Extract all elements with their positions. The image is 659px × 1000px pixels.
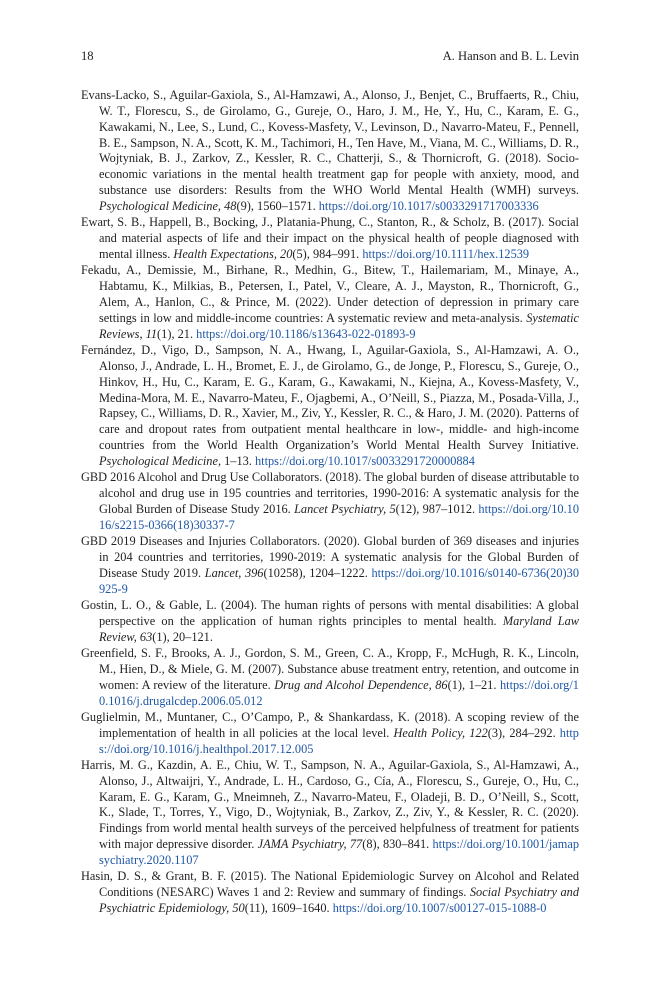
doi-link[interactable]: https://doi.org/10.1016/s2215-0366(18)30337-7 [99, 501, 579, 532]
reference-list [81, 88, 579, 917]
doi-link[interactable]: https://doi.org/10.1016/j.drugalcdep.2006.05.012 [99, 677, 579, 708]
reference-journal: Systematic Reviews, 11 [99, 310, 579, 341]
reference-details: (1), 20–121. [152, 629, 213, 644]
doi-link[interactable]: https://doi.org/10.1016/j.healthpol.2017.12.005 [99, 725, 579, 756]
reference-details: (10258), 1204–1222. [263, 565, 372, 580]
doi-link[interactable]: https://doi.org/10.1017/s0033291717003336 [318, 198, 539, 213]
reference-entry [81, 646, 579, 709]
reference-entry [81, 758, 579, 869]
reference-details: , 1–13. [217, 453, 255, 468]
reference-journal: Psychological Medicine, 48 [99, 198, 237, 213]
reference-entry [81, 470, 579, 533]
reference-details: (8), 830–841. [362, 837, 433, 852]
page-header [81, 49, 579, 67]
reference-entry [81, 215, 579, 263]
reference-text: Ewart, S. B., Happell, B., Bocking, J., Platania-Phung, C., Stanton, R., & Scholz, B. (2017). Social and material aspects of life and their impact on the physical health of people diagnosed with mental illness. [81, 215, 579, 261]
reference-journal: Drug and Alcohol Dependence, 86 [274, 677, 448, 692]
doi-link[interactable]: https://doi.org/10.1017/s0033291720000884 [254, 453, 475, 468]
doi-link[interactable]: https://doi.org/10.1007/s00127-015-1088-0 [332, 901, 547, 916]
reference-text: Fernández, D., Vigo, D., Sampson, N. A., Hwang, I., Aguilar-Gaxiola, S., Al-Hamzawi, A. O., Alonso, J., Andrade, L. H., Bromet, E. J., de Girolamo, G., de Jonge, P., Florescu, S., Gureje, O., Hinkov, H., Hu, C., Karam, E. G., Karam, G., Kawakami, N., Kiejna, A., Kovess-Masfety, V., Medina-Mora, M. E., Navarro-Mateu, F., Ojagbemi, A., O’Neill, S., Piazza, M., Posada-Villa, J., Rapsey, C., Williams, D. R., Xavier, M., Ziv, Y., Kessler, R. C., & Haro, J. M. (2020). Patterns of care and dropout rates from outpatient mental healthcare in low-, middle- and high-income countries from the World Health Organization’s World Mental Health Survey Initiative. [81, 343, 579, 453]
reference-details: (1), 21. [157, 326, 197, 341]
reference-text: Harris, M. G., Kazdin, A. E., Chiu, W. T., Sampson, N. A., Aguilar-Gaxiola, S., Al-Hamzawi, A., Alonso, J., Altwaijri, Y., Andrade, L. H., Cardoso, G., Cía, A., Florescu, S., Gureje, O., Hu, C., Karam, E. G., Karam, G., Mneimneh, Z., Navarro-Mateu, F., Oladeji, B. D., O’Neill, S., Scott, K., Slade, T., Torres, Y., Vigo, D., Wojtyniak, B., Zarkov, Z., Ziv, Y., & Kessler, R. C. (2020). Findings from world mental health surveys of the perceived helpfulness of treatment for patients with major depressive disorder. [81, 757, 579, 852]
reference-details: (1), 1–21. [447, 677, 500, 692]
doi-link[interactable]: https://doi.org/10.1001/jamapsychiatry.2020.1107 [99, 837, 579, 867]
reference-details: (9), 1560–1571. [236, 198, 319, 213]
reference-details: (12), 987–1012. [395, 501, 479, 516]
doi-link[interactable]: https://doi.org/10.1016/s0140-6736(20)30925-9 [99, 565, 579, 596]
reference-journal: Lancet, 396 [204, 565, 264, 580]
reference-entry [81, 534, 579, 597]
reference-journal: Health Expectations, 20 [173, 246, 293, 261]
reference-entry [81, 263, 579, 342]
reference-details: (3), 284–292. [487, 725, 560, 740]
reference-entry [81, 710, 579, 758]
reference-text: Hasin, D. S., & Grant, B. F. (2015). The National Epidemiologic Survey on Alcohol and Related Conditions (NESARC) Waves 1 and 2: Review and summary of findings. [81, 869, 579, 900]
reference-details: (11), 1609–1640. [244, 901, 333, 916]
reference-journal: Maryland Law Review, 63 [99, 613, 579, 644]
reference-text: GBD 2016 Alcohol and Drug Use Collaborators. (2018). The global burden of disease attributable to alcohol and drug use in 195 countries and territories, 1990-2016: A systematic analysis for the Global Burden of Disease Study 2016. [81, 470, 579, 516]
reference-text: Evans-Lacko, S., Aguilar-Gaxiola, S., Al-Hamzawi, A., Alonso, J., Benjet, C., Bruffaerts, R., Chiu, W. T., Florescu, S., de Girolamo, G., Gureje, O., Haro, J. M., He, Y., Hu, C., Karam, E. G., Kawakami, N., Lee, S., Lund, C., Kovess-Masfety, V., Levinson, D., Navarro-Mateu, F., Pennell, B. E., Sampson, N. A., Scott, K. M., Tachimori, H., Ten Have, M., Viana, M. C., Williams, D. R., Wojtyniak, B. J., Zarkov, Z., Kessler, R. C., Chatterji, S., & Thornicroft, G. (2018). Socio-economic variations in the mental health treatment gap for people with anxiety, mood, and substance use disorders: Results from the WHO World Mental Health (WMH) surveys. [81, 88, 579, 198]
reference-text: Fekadu, A., Demissie, M., Birhane, R., Medhin, G., Bitew, T., Hailemariam, M., Minaye, A., Habtamu, K., Milkias, B., Petersen, I., Patel, V., Cleare, A. J., Mayston, R., Thornicroft, G., Alem, A., Hanlon, C., & Prince, M. (2022). Under detection of depression in primary care settings in low and middle-income countries: A systematic review and meta-analysis. [81, 263, 579, 325]
reference-journal: Psychological Medicine [99, 453, 218, 468]
reference-entry [81, 598, 579, 646]
reference-entry [81, 88, 579, 215]
running-head: A. Hanson and B. L. Levin [442, 49, 579, 63]
doi-link[interactable]: https://doi.org/10.1186/s13643-022-01893-9 [196, 326, 416, 341]
reference-journal: JAMA Psychiatry, 77 [257, 837, 363, 852]
reference-entry [81, 869, 579, 917]
page-number: 18 [81, 49, 94, 63]
reference-details: (5), 984–991. [292, 246, 363, 261]
doi-link[interactable]: https://doi.org/10.1111/hex.12539 [362, 246, 530, 261]
reference-text: GBD 2019 Diseases and Injuries Collaborators. (2020). Global burden of 369 diseases and injuries in 204 countries and territories, 1990-2019: A systematic analysis for the Global Burden of Disease Study 2019. [81, 534, 579, 580]
reference-text: Gostin, L. O., & Gable, L. (2004). The human rights of persons with mental disabilities: A global perspective on the application of human rights principles to mental health. [81, 598, 579, 628]
reference-text: Guglielmin, M., Muntaner, C., O’Campo, P., & Shankardass, K. (2018). A scoping review of the implementation of health in all policies at the local level. [81, 709, 579, 740]
reference-entry [81, 343, 579, 470]
reference-journal: Social Psychiatry and Psychiatric Epidemiology, 50 [99, 885, 579, 916]
reference-journal: Lancet Psychiatry, 5 [294, 501, 396, 516]
reference-text: Greenfield, S. F., Brooks, A. J., Gordon, S. M., Green, C. A., Kropp, F., McHugh, R. K., Lincoln, M., Hien, D., & Miele, G. M. (2007). Substance abuse treatment entry, retention, and outcome in women: A review of the literature. [81, 646, 579, 692]
reference-journal: Health Policy, 122 [393, 725, 488, 740]
